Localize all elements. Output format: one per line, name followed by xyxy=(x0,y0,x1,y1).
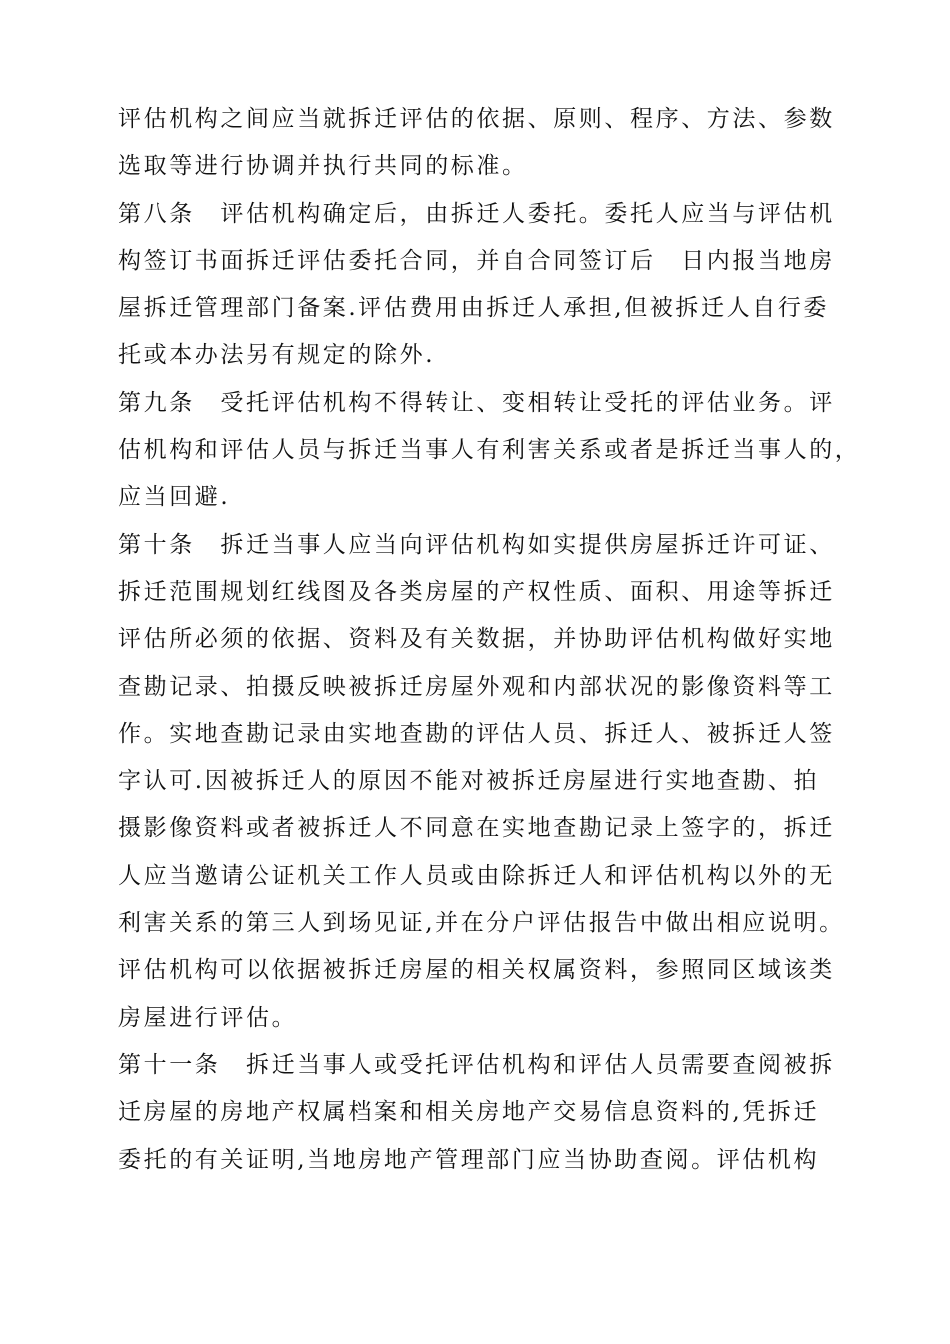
text-line: 委托的有关证明,当地房地产管理部门应当协助查阅。评估机构 xyxy=(118,1146,820,1173)
text-line: 查勘记录、拍摄反映被拆迁房屋外观和内部状况的影像资料等工 xyxy=(118,673,835,700)
article-9-line: 第九条 受托评估机构不得转让、变相转让受托的评估业务。评 xyxy=(118,389,835,416)
text-line: 摄影像资料或者被拆迁人不同意在实地查勘记录上签字的，拆迁 xyxy=(118,815,835,842)
text-line: 评估机构可以依据被拆迁房屋的相关权属资料，参照同区域该类 xyxy=(118,957,835,984)
document-page xyxy=(118,96,861,1184)
text-line: 评估机构之间应当就拆迁评估的依据、原则、程序、方法、参数 xyxy=(118,106,835,132)
article-10-line: 第十条 拆迁当事人应当向评估机构如实提供房屋拆迁许可证、 xyxy=(118,531,835,558)
text-line: 托或本办法另有规定的除外. xyxy=(118,342,436,369)
text-line: 人应当邀请公证机关工作人员或由除拆迁人和评估机构以外的无 xyxy=(118,862,835,889)
text-line: 应当回避. xyxy=(118,484,231,511)
article-11-line: 第十一条 拆迁当事人或受托评估机构和评估人员需要查阅被拆 xyxy=(118,1051,835,1078)
text-line: 评估所必须的依据、资料及有关数据，并协助评估机构做好实地 xyxy=(118,626,835,653)
text-line: 字认可.因被拆迁人的原因不能对被拆迁房屋进行实地查勘、拍 xyxy=(118,768,820,795)
text-line: 选取等进行协调并执行共同的标准。 xyxy=(118,153,528,180)
text-line: 拆迁范围规划红线图及各类房屋的产权性质、面积、用途等拆迁 xyxy=(118,578,835,605)
text-line: 屋拆迁管理部门备案.评估费用由拆迁人承担,但被拆迁人自行委 xyxy=(118,295,830,322)
text-line: 房屋进行评估。 xyxy=(118,1004,298,1031)
text-line: 构签订书面拆迁评估委托合同，并自合同签订后 日内报当地房 xyxy=(118,247,835,274)
text-line: 作。实地查勘记录由实地查勘的评估人员、拆迁人、被拆迁人签 xyxy=(118,720,835,747)
article-8-line: 第八条 评估机构确定后，由拆迁人委托。委托人应当与评估机 xyxy=(118,200,835,227)
text-line: 迁房屋的房地产权属档案和相关房地产交易信息资料的,凭拆迁 xyxy=(118,1099,820,1126)
text-line: 利害关系的第三人到场见证,并在分户评估报告中做出相应说明。 xyxy=(118,910,845,937)
text-line: 估机构和评估人员与拆迁当事人有利害关系或者是拆迁当事人的， xyxy=(118,437,861,464)
